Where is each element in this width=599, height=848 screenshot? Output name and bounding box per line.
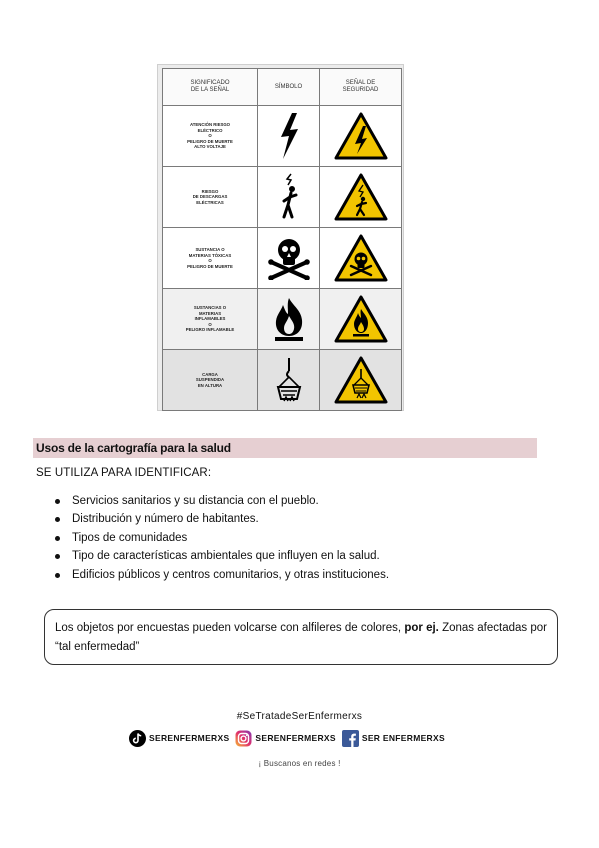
header-meaning: [163, 69, 258, 106]
meaning-cell: [163, 106, 258, 167]
meaning-text: CARGA SUSPENDIDA EN ALTURA: [195, 371, 225, 388]
hashtag: #SeTratadeSerEnfermerxs: [236, 711, 363, 722]
table-header-row: [163, 69, 402, 106]
meaning-text: SUSTANCIA O MATERIAS TÓXICAS O PELIGRO DE MUERTE: [187, 247, 233, 269]
bullet-icon: [55, 554, 60, 559]
bullet-icon: [55, 573, 60, 578]
electrocuted-person-icon: [258, 167, 320, 228]
list-item: [54, 492, 389, 510]
toxic-warning-sign-icon: [320, 228, 402, 289]
bullet-icon: [55, 517, 60, 522]
note-text-before: Los objetos por encuestas pueden volcarse con alfileres de colores,: [55, 622, 405, 634]
meaning-cell: [163, 167, 258, 228]
list-item: [54, 566, 389, 584]
safety-signs-image: [157, 64, 404, 411]
facebook-icon[interactable]: [342, 730, 359, 747]
header-symbol-label: SÍMBOLO: [274, 83, 303, 90]
header-meaning-label: SIGNIFICADO DE LA SEÑAL: [190, 80, 230, 93]
note-box: [44, 609, 558, 665]
list-item: [54, 510, 389, 528]
meaning-cell: [163, 350, 258, 411]
header-symbol: [258, 69, 320, 106]
note-text-after: Zonas afectadas por “tal enfermedad”: [55, 622, 547, 653]
header-safety-sign-label: SEÑAL DE SEGURIDAD: [342, 80, 379, 93]
lightning-bolt-icon: [258, 106, 320, 167]
table-row: [163, 167, 402, 228]
safety-signs-table: [162, 68, 402, 411]
meaning-text: RIESGO DE DESCARGAS ELÉCTRICAS: [192, 188, 228, 205]
instagram-handle[interactable]: SERENFERMERXS: [255, 733, 336, 743]
suspended-load-warning-sign-icon: [320, 350, 402, 411]
table-row: [163, 289, 402, 350]
list-item: [54, 529, 389, 547]
skull-crossbones-icon: [258, 228, 320, 289]
section-title: Usos de la cartografía para la salud: [33, 438, 537, 458]
social-tagline: ¡ Buscanos en redes !: [258, 759, 341, 768]
list-item-text: Edificios públicos y centros comunitarios, y otras instituciones.: [72, 568, 390, 581]
meaning-text: ATENCIÓN RIESGO ELÉCTRICO O PELIGRO DE MUERTE ALTO VOLTAJE: [187, 122, 233, 150]
header-safety-sign: [320, 69, 402, 106]
section-subtitle: SE UTILIZA PARA IDENTIFICAR:: [36, 467, 212, 479]
flammable-warning-sign-icon: [320, 289, 402, 350]
list-item: [54, 547, 389, 565]
electric-shock-warning-sign-icon: [320, 167, 402, 228]
suspended-load-icon: [258, 350, 320, 411]
list-item-text: Tipo de características ambientales que influyen en la salud.: [72, 550, 380, 563]
table-row: [163, 228, 402, 289]
bullet-icon: [55, 499, 60, 504]
bullet-icon: [55, 536, 60, 541]
instagram-icon[interactable]: [235, 730, 252, 747]
electric-warning-sign-icon: [320, 106, 402, 167]
list-item-text: Servicios sanitarios y su distancia con el pueblo.: [72, 495, 319, 507]
note-bold-text: por ej.: [404, 622, 439, 634]
meaning-cell: [163, 228, 258, 289]
social-links: [129, 729, 451, 747]
meaning-text: SUSTANCIAS O MATERIAS INFLAMABLES O PELIGRO INFLAMABLE: [185, 305, 235, 333]
list-item-text: Distribución y número de habitantes.: [72, 513, 259, 526]
flame-icon: [258, 289, 320, 350]
uses-list: [54, 492, 389, 584]
table-row: [163, 106, 402, 167]
meaning-cell: [163, 289, 258, 350]
facebook-handle[interactable]: SER ENFERMERXS: [361, 733, 445, 743]
tiktok-icon[interactable]: [129, 730, 146, 747]
table-row: [163, 350, 402, 411]
tiktok-handle[interactable]: SERENFERMERXS: [149, 733, 230, 743]
list-item-text: Tipos de comunidades: [72, 531, 188, 544]
